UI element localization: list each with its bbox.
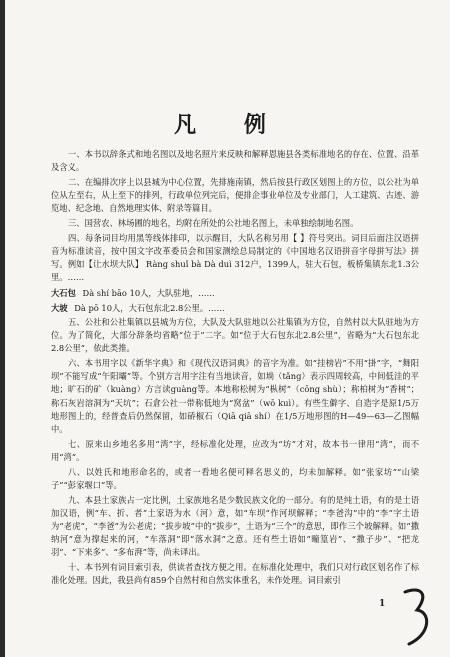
- paragraph-2: 二、在编排次序上以县城为中心位置，先排施南镇，然后按县行政区划图上的方位，以公社为单位从左至右，从上至下的排列，行政单位列完后，便排企事业单位及专业部门，人工建筑、古迹、游览地、纪念地、自然地理实体、附录等篇目。: [51, 176, 419, 214]
- paragraph-10: 十、本书列有词目索引表，供读者查找方便之用。在标准化处理中，我们只对行政区划名作了标准化处理。因此，我县尚有859个自然村和自然实体重名，未作处理。词目索引: [51, 562, 419, 586]
- example-entry-2: [51, 302, 419, 315]
- entry-text: Dà pō 10人，大石包东北2.8公里。……: [74, 302, 225, 313]
- entry-text: Dà shí bāo 10人，大队驻地，……: [82, 287, 215, 298]
- document-body: [51, 148, 419, 589]
- paragraph-6: 六、本书用字以《新华字典》和《现代汉语词典》的音字为准。如“挂榜岩”不用“掛”字，“舞阳坝”不能写成“午阳壩”等。个别方言用字注有当地读音，如埫（tǎng）表示四周较高，中间低洼的平地；旷石的矿（kuàng）方言读guàng等。本地称松树为“枞树”（cōng shù）；称柏树为“香树”；称石灰岩溶洞为“天坑”；石倉公社一带称低地为“窝盆”（wō kuì）。有些生僻字、自造字是原1/5万地形图上的，经普查后仍然保留，如硚椒石（Qiā qiā shí）在1/5万地形图的H—49—63—乙图幅中。: [51, 358, 419, 435]
- page-number: 1: [379, 599, 386, 609]
- paragraph-1: 一、本书以辞条式和地名图以及地名照片来反映和解释恩施县各类标准地名的存在、位置、沿革及含义。: [51, 149, 419, 173]
- paragraph-4: 四、每条词目均用黑等线体排印，以示醒目，大队名称另用【 】符号突出。词目后面注汉语拼音为标准读音，按中国文字改革委员会和国家测绘总局制定的《中国地名汉语拼音字母拼写法》拼写。例如【让水坝大队】 Ràng shuǐ bà Dà duì 312户，1399人，驻大石包，板桥集镇东北1.3公里。……: [51, 232, 419, 283]
- page-title: 凡 例: [174, 113, 286, 138]
- paragraph-9: 九、本县土家族占一定比例，土家族地名是少数民族文化的一部分。有的是纯土语，有的是土语加汉语，例“车、折、者”土家语为水（河）意，如“车坝”作河坝解释；“李爸沟”中的“李”字土语为“老虎”，“李爸”为公老虎；“拔步坡”中的“拔步”，土语为“三个”的意思，即作三个坡解释。如“撒纳河”意为撑起来的河，“车落洞”即“落水洞”之意。还有些土语如“疃篁岩”、“撒子步”、“把龙羽”、“下来多”、“多布湃”等，尚未译出。: [51, 494, 419, 558]
- paragraph-5: 五、公社和公社集镇以县城为方位，大队及大队驻地以公社集镇为方位，自然村以大队驻地为方位。为了简化，大部分辞条均省略“位于”二字。如“位于大石包东北2.8公里”，省略为“大石包东北2.8公里”，依此类推。: [51, 316, 419, 354]
- entry-name: 大坡: [51, 302, 68, 313]
- paragraph-7: 七、原来山乡地名多用“湾”字，经标准化处理，应改为“坊”才对，故本书一律用“湾”，而不用“湾”。: [51, 438, 419, 462]
- example-entry-1: [51, 287, 419, 300]
- paragraph-3: 三、国营农、林场圃的地名，均附在所处的公社地名图上，未单独绘制地名图。: [68, 218, 359, 229]
- paragraph-8: 八、以姓氏和地形命名的，或者一看地名便可释名思义的，均未加解释。如“张家坊”“山梁子”“彭家堰口”等。: [51, 466, 419, 490]
- handwritten-mark: [399, 584, 435, 650]
- entry-name: 大石包: [51, 287, 76, 298]
